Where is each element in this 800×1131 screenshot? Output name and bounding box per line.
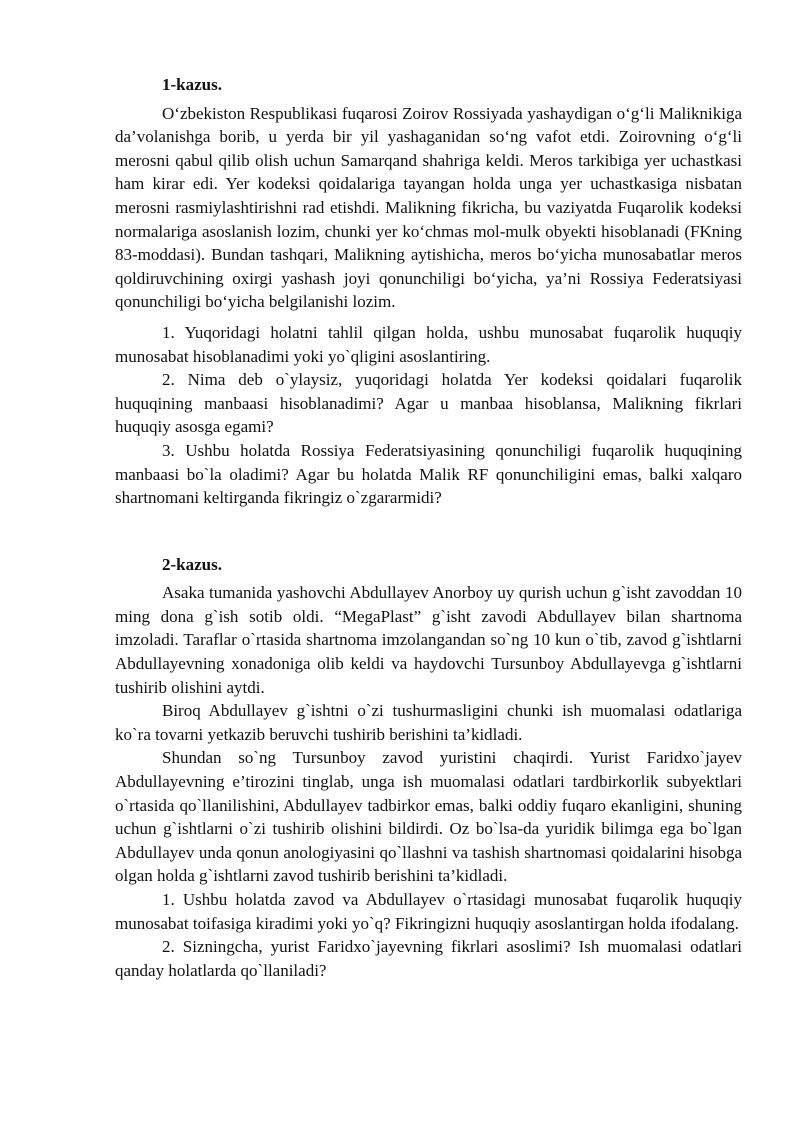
case-1-question: 2. Nima deb o`ylaysiz, yuqoridagi holatda Yer kodeksi qoidalari fuqarolik huquqining manbaasi hisoblanadimi? Agar u manbaa hisoblansa, Malikning fikrlari huquqiy asosga egami? (115, 370, 742, 437)
case-2-questions (115, 888, 742, 982)
case-1 (115, 73, 742, 510)
section-spacer (115, 510, 742, 553)
case-2-question: 1. Ushbu holatda zavod va Abdullayev o`rtasidagi munosabat fuqarolik huquqiy munosabat toifasiga kiradimi yoki yo`q? Fikringizni huquqiy asoslantirgan holda ifodalang. (115, 890, 742, 933)
case-1-question: 3. Ushbu holatda Rossiya Federatsiyasining qonunchiligi fuqarolik huquqining manbaasi bo`la oladimi? Agar bu holatda Malik RF qonunchiligini emas, balki xalqaro shartnomani keltirganda fikringiz o`zgararmidi? (115, 440, 742, 508)
case-1-questions (115, 321, 742, 510)
case-1-question: 1. Yuqoridagi holatni tahlil qilgan holda, ushbu munosabat fuqarolik huquqiy munosabat hisoblanadimi yoki yo`qligini asoslantiring. (115, 322, 742, 366)
case-1-paragraph: O‘zbekiston Respublikasi fuqarosi Zoirov Rossiyada yashaydigan o‘g‘li Maliknikiga da’volanishga borib, u yerda bir yil yashaganidan so‘ng vafot etdi. Zoirovning o‘g‘li merosni qabul qilib olish uchun Samarqand shahriga keldi. Meros tarkibiga yer uchastkasi ham kirar edi. Yer kodeksi qoidalariga tayangan holda unga yer uchastkasiga nisbatan merosni rasmiylashtirishni rad etishdi. Malikning fikricha, bu vaziyatda Fuqarolik kodeksi normalariga asoslanish lozim, chunki yer ko‘chmas mol-mulk obyekti hisoblanadi (FKning 83-moddasi). Bundan tashqari, Malikning aytishicha, meros bo‘yicha munosabatlar meros qoldiruvchining oxirgi yashash joyi qonunchiligi bo‘yicha, ya’ni Rossiya Federatsiyasi qonunchiligi bo‘yicha belgilanishi lozim. (115, 103, 742, 312)
case-2 (115, 553, 742, 983)
case-2-paragraph: Asaka tumanida yashovchi Abdullayev Anorboy uy qurish uchun g`isht zavoddan 10 ming dona g`ish sotib oldi. “MegaPlast” g`isht zavodi Abdullayev bilan shartnoma imzoladi. Taraflar o`rtasida shartnoma imzolangandan so`ng 10 kun o`tib, zavod g`ishtlarni Abdullayevning xonadoniga olib keldi va haydovchi Tursunboy Abdullayevga g`ishtlarni tushirib olishini aytdi. (115, 583, 742, 697)
case-2-title: 2-kazus. (162, 554, 222, 574)
case-2-paragraph: Biroq Abdullayev g`ishtni o`zi tushurmasligini chunki ish muomalasi odatlariga ko`ra tovarni yetkazib beruvchi tushirib berishini ta’kidladi. (115, 701, 742, 744)
case-1-title: 1-kazus. (162, 75, 222, 94)
case-2-paragraph: Shundan so`ng Tursunboy zavod yuristini chaqirdi. Yurist Faridxo`jayev Abdullayevning e’tirozini tinglab, unga ish muomalasi odatlari tardbirkorlik subyektlari o`rtasida qo`llanilishini, Abdullayev tadbirkor emas, balki oddiy fuqaro ekanligini, shuning uchun g`ishtlarni o`zi tushirib olishini bildirdi. Oz bo`lsa-da yuridik bilimga ega bo`lgan Abdullayev unda qonun anologiyasini qo`llashni va tashish shartnomasi qoidalarini hisobga olgan holda g`ishtlarni zavod tushirib berishini ta’kidladi. (115, 748, 742, 886)
case-2-question: 2. Sizningcha, yurist Faridxo`jayevning fikrlari asoslimi? Ish muomalasi odatlari qanday holatlarda qo`llaniladi? (115, 937, 742, 980)
